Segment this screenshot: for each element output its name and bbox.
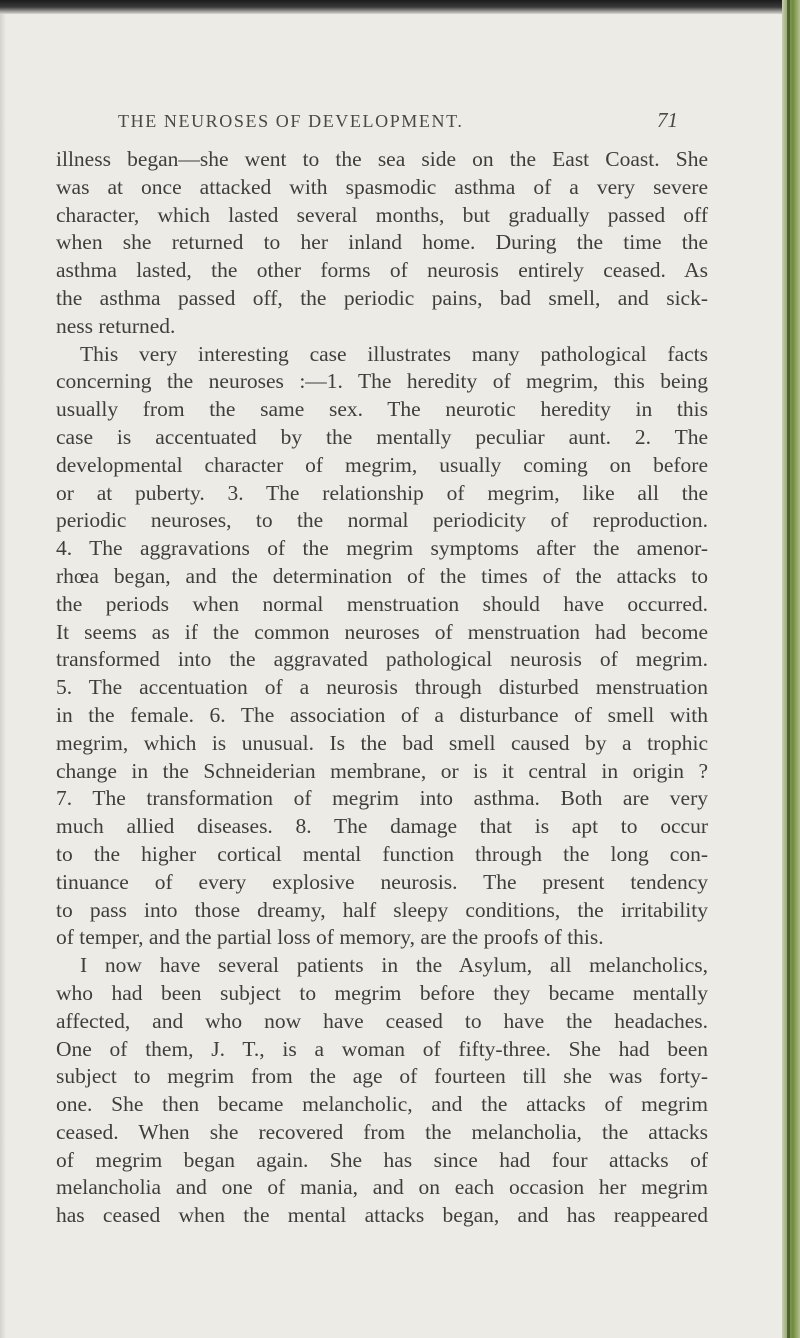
page-number: 71 bbox=[657, 108, 678, 132]
text-line: case is accentuated by the mentally peculiar aunt. 2. The bbox=[56, 424, 708, 449]
book-spine-edge bbox=[782, 0, 800, 1338]
text-line: of temper, and the partial loss of memory, are the proofs of this. bbox=[56, 925, 604, 950]
text-line: 7. The transformation of megrim into asthma. Both are very bbox=[56, 786, 708, 811]
text-line: was at once attacked with spasmodic asthma of a very severe bbox=[56, 174, 708, 199]
paragraph-start-line: I now have several patients in the Asylum, all melancholics, bbox=[80, 953, 708, 978]
text-line: illness began—she went to the sea side on the East Coast. She bbox=[56, 147, 708, 171]
text-line: 5. The accentuation of a neurosis through disturbed menstruation bbox=[56, 675, 708, 700]
body-text bbox=[56, 146, 708, 1230]
text-line: the periods when normal menstruation should have occurred. bbox=[56, 591, 708, 616]
text-line: to the higher cortical mental function through the long con- bbox=[56, 841, 708, 866]
text-line: megrim, which is unusual. Is the bad smell caused by a trophic bbox=[56, 730, 708, 755]
text-line: of megrim began again. She has since had four attacks of bbox=[56, 1147, 708, 1172]
text-line: 4. The aggravations of the megrim symptoms after the amenor- bbox=[56, 536, 708, 561]
text-line: or at puberty. 3. The relationship of megrim, like all the bbox=[56, 480, 708, 505]
text-line: in the female. 6. The association of a disturbance of smell with bbox=[56, 702, 708, 727]
text-line: It seems as if the common neuroses of menstruation had become bbox=[56, 619, 708, 644]
text-line: change in the Schneiderian membrane, or is it central in origin ? bbox=[56, 758, 708, 783]
text-line: subject to megrim from the age of fourteen till she was forty- bbox=[56, 1064, 708, 1089]
text-line: asthma lasted, the other forms of neurosis entirely ceased. As bbox=[56, 258, 708, 283]
text-line: the asthma passed off, the periodic pains, bad smell, and sick- bbox=[56, 285, 708, 310]
text-line: transformed into the aggravated pathological neurosis of megrim. bbox=[56, 647, 708, 672]
book-spine-shadow bbox=[787, 0, 790, 1338]
text-line: affected, and who now have ceased to have the headaches. bbox=[56, 1008, 708, 1033]
text-line: concerning the neuroses :—1. The heredity of megrim, this being bbox=[56, 369, 708, 394]
text-line: character, which lasted several months, but gradually passed off bbox=[56, 202, 708, 227]
text-line: when she returned to her inland home. During the time the bbox=[56, 230, 708, 255]
text-line: much allied diseases. 8. The damage that is apt to occur bbox=[56, 814, 708, 839]
paragraph-start-line: This very interesting case illustrates many pathological facts bbox=[80, 341, 708, 366]
text-line: rhœa began, and the determination of the times of the attacks to bbox=[56, 563, 708, 588]
text-line: to pass into those dreamy, half sleepy conditions, the irritability bbox=[56, 897, 708, 922]
text-line: melancholia and one of mania, and on each occasion her megrim bbox=[56, 1175, 708, 1200]
running-head bbox=[118, 108, 678, 133]
text-line: ceased. When she recovered from the melancholia, the attacks bbox=[56, 1119, 708, 1144]
text-line: periodic neuroses, to the normal periodicity of reproduction. bbox=[56, 508, 708, 533]
text-line: One of them, J. T., is a woman of fifty-three. She had been bbox=[56, 1036, 708, 1061]
text-line: developmental character of megrim, usually coming on before bbox=[56, 452, 708, 477]
text-line: usually from the same sex. The neurotic heredity in this bbox=[56, 397, 708, 422]
text-line: ness returned. bbox=[56, 313, 176, 338]
text-line: has ceased when the mental attacks began, and has reappeared bbox=[56, 1203, 708, 1228]
text-line: who had been subject to megrim before they became mentally bbox=[56, 980, 708, 1005]
text-line: one. She then became melancholic, and the attacks of megrim bbox=[56, 1092, 708, 1117]
running-title: THE NEUROSES OF DEVELOPMENT. bbox=[118, 111, 464, 131]
text-line: tinuance of every explosive neurosis. The present tendency bbox=[56, 869, 708, 894]
